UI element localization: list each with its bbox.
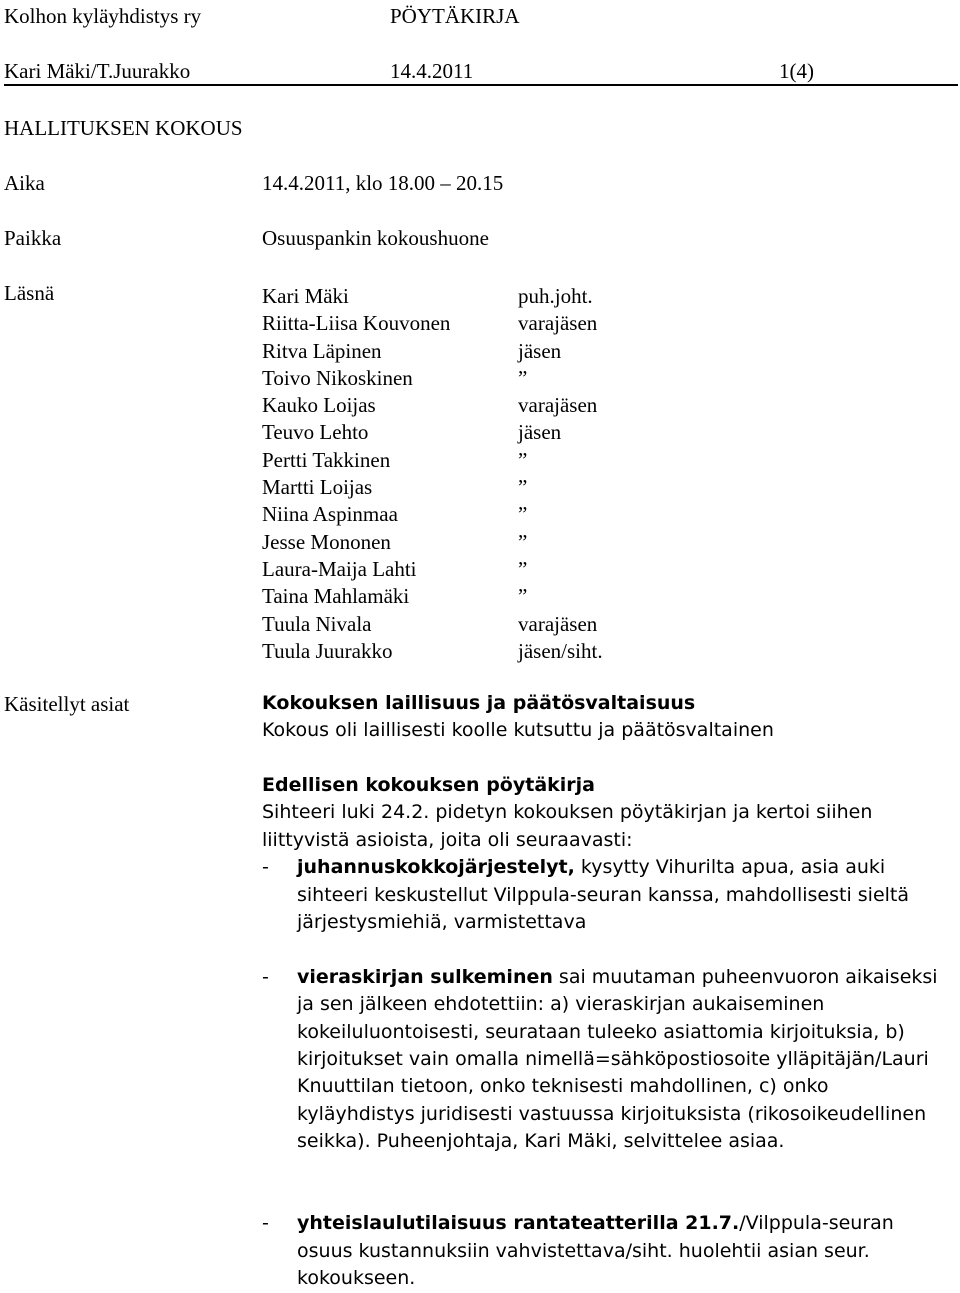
attendee-row — [262, 310, 682, 337]
attendee-role: ” — [518, 529, 528, 554]
attendee-name: Jesse Mononen — [262, 529, 391, 554]
bullet-topic: juhannuskokkojärjestelyt, — [297, 856, 575, 879]
bullet-topic: vieraskirjan sulkeminen — [297, 965, 553, 988]
page-number: 1(4) — [779, 59, 814, 83]
bullet-dash: - — [262, 965, 269, 988]
attendee-role: ” — [518, 365, 528, 390]
document-date: 14.4.2011 — [390, 59, 474, 83]
bullet-text: kysytty Vihurilta apua, asia auki sihteeri keskustellut Vilppula-seuran kanssa, mahdollisesti sieltä järjestysmiehiä, varmistettava — [297, 856, 910, 934]
attendee-list — [262, 283, 682, 665]
attendee-role: ” — [518, 475, 528, 500]
attendee-role: varajäsen — [518, 393, 598, 418]
attendee-name: Kauko Loijas — [262, 393, 376, 418]
attendee-name: Teuvo Lehto — [262, 420, 369, 445]
attendee-row — [262, 365, 682, 392]
attendee-name: Tuula Nivala — [262, 611, 372, 636]
attendee-name: Tuula Juurakko — [262, 638, 393, 663]
document-type: PÖYTÄKIRJA — [390, 4, 520, 28]
attendee-name: Toivo Nikoskinen — [262, 365, 413, 390]
agenda-item-previous-minutes — [262, 772, 952, 1293]
attendee-row — [262, 638, 682, 665]
agenda-item-heading: Kokouksen laillisuus ja päätösvaltaisuus — [262, 692, 696, 714]
list-item — [262, 964, 952, 1156]
bullet-topic: yhteislaulutilaisuus rantateatterilla 21.7. — [297, 1212, 740, 1235]
attendee-row — [262, 392, 682, 419]
agenda-label: Käsitellyt asiat — [4, 692, 130, 716]
attendee-row — [262, 419, 682, 446]
attendee-role: ” — [518, 447, 528, 472]
attendee-role: jäsen — [518, 338, 562, 363]
list-item — [262, 854, 952, 936]
agenda-item-legality — [262, 690, 952, 745]
attendee-role: jäsen/siht. — [518, 638, 603, 663]
attendee-name: Pertti Takkinen — [262, 447, 391, 472]
bullet-text: /Vilppula-seuran osuus kustannuksiin vahvistettava/siht. huolehtii asian seur. kokoukseen. — [297, 1212, 894, 1290]
attendee-row — [262, 529, 682, 556]
bullet-dash: - — [262, 1212, 269, 1235]
meeting-title: HALLITUKSEN KOKOUS — [4, 116, 243, 140]
attendee-role: jäsen — [518, 420, 562, 445]
authors: Kari Mäki/T.Juurakko — [4, 59, 191, 83]
attendee-row — [262, 474, 682, 501]
bullet-dash: - — [262, 856, 269, 879]
attendee-row — [262, 338, 682, 365]
attendee-row — [262, 611, 682, 638]
attendee-name: Riitta-Liisa Kouvonen — [262, 311, 451, 336]
time-value: 14.4.2011, klo 18.00 – 20.15 — [262, 171, 504, 195]
attendee-row — [262, 447, 682, 474]
attendee-name: Taina Mahlamäki — [262, 584, 410, 609]
attendee-name: Niina Aspinmaa — [262, 502, 398, 527]
agenda-item-intro: Sihteeri luki 24.2. pidetyn kokouksen pöytäkirjan ja kertoi siihen liittyvistä asioista, joita oli seuraavasti: — [262, 801, 873, 851]
attendee-role: ” — [518, 556, 528, 581]
present-label: Läsnä — [4, 281, 55, 305]
attendee-name: Laura-Maija Lahti — [262, 556, 417, 581]
organization-name: Kolhon kyläyhdistys ry — [4, 4, 202, 28]
attendee-name: Ritva Läpinen — [262, 338, 382, 363]
attendee-role: ” — [518, 502, 528, 527]
attendee-row — [262, 556, 682, 583]
bullet-text: sai muutaman puheenvuoron aikaiseksi ja sen jälkeen ehdotettiin: a) vieraskirjan aukaiseminen kokeiluluontoisesti, seurataan tuleeko asiattomia kirjoituksia, b) kirjoitukset vain omalla nimellä=sähköpostiosoite ylläpitäjän/Lauri Knuuttilan tietoon, onko teknisesti mahdollinen, c) onko kyläyhdistys juridisesti vastuussa kirjoituksista (rikosoikeudellinen seikka). Puheenjohtaja, Kari Mäki, selvittelee asiaa. — [297, 965, 938, 1153]
agenda-item-heading: Edellisen kokouksen pöytäkirja — [262, 774, 595, 796]
attendee-row — [262, 501, 682, 528]
agenda-item-text: Kokous oli laillisesti koolle kutsuttu ja päätösvaltainen — [262, 719, 774, 742]
attendee-role: varajäsen — [518, 611, 598, 636]
attendee-role: ” — [518, 584, 528, 609]
attendee-row — [262, 583, 682, 610]
place-label: Paikka — [4, 226, 62, 250]
place-value: Osuuspankin kokoushuone — [262, 226, 489, 250]
attendee-role: varajäsen — [518, 311, 598, 336]
attendee-name: Martti Loijas — [262, 475, 373, 500]
attendee-role: puh.joht. — [518, 284, 593, 308]
header-rule — [4, 84, 958, 86]
list-item — [262, 1210, 952, 1292]
attendee-name: Kari Mäki — [262, 284, 349, 308]
time-label: Aika — [4, 171, 45, 195]
attendee-row — [262, 283, 682, 310]
